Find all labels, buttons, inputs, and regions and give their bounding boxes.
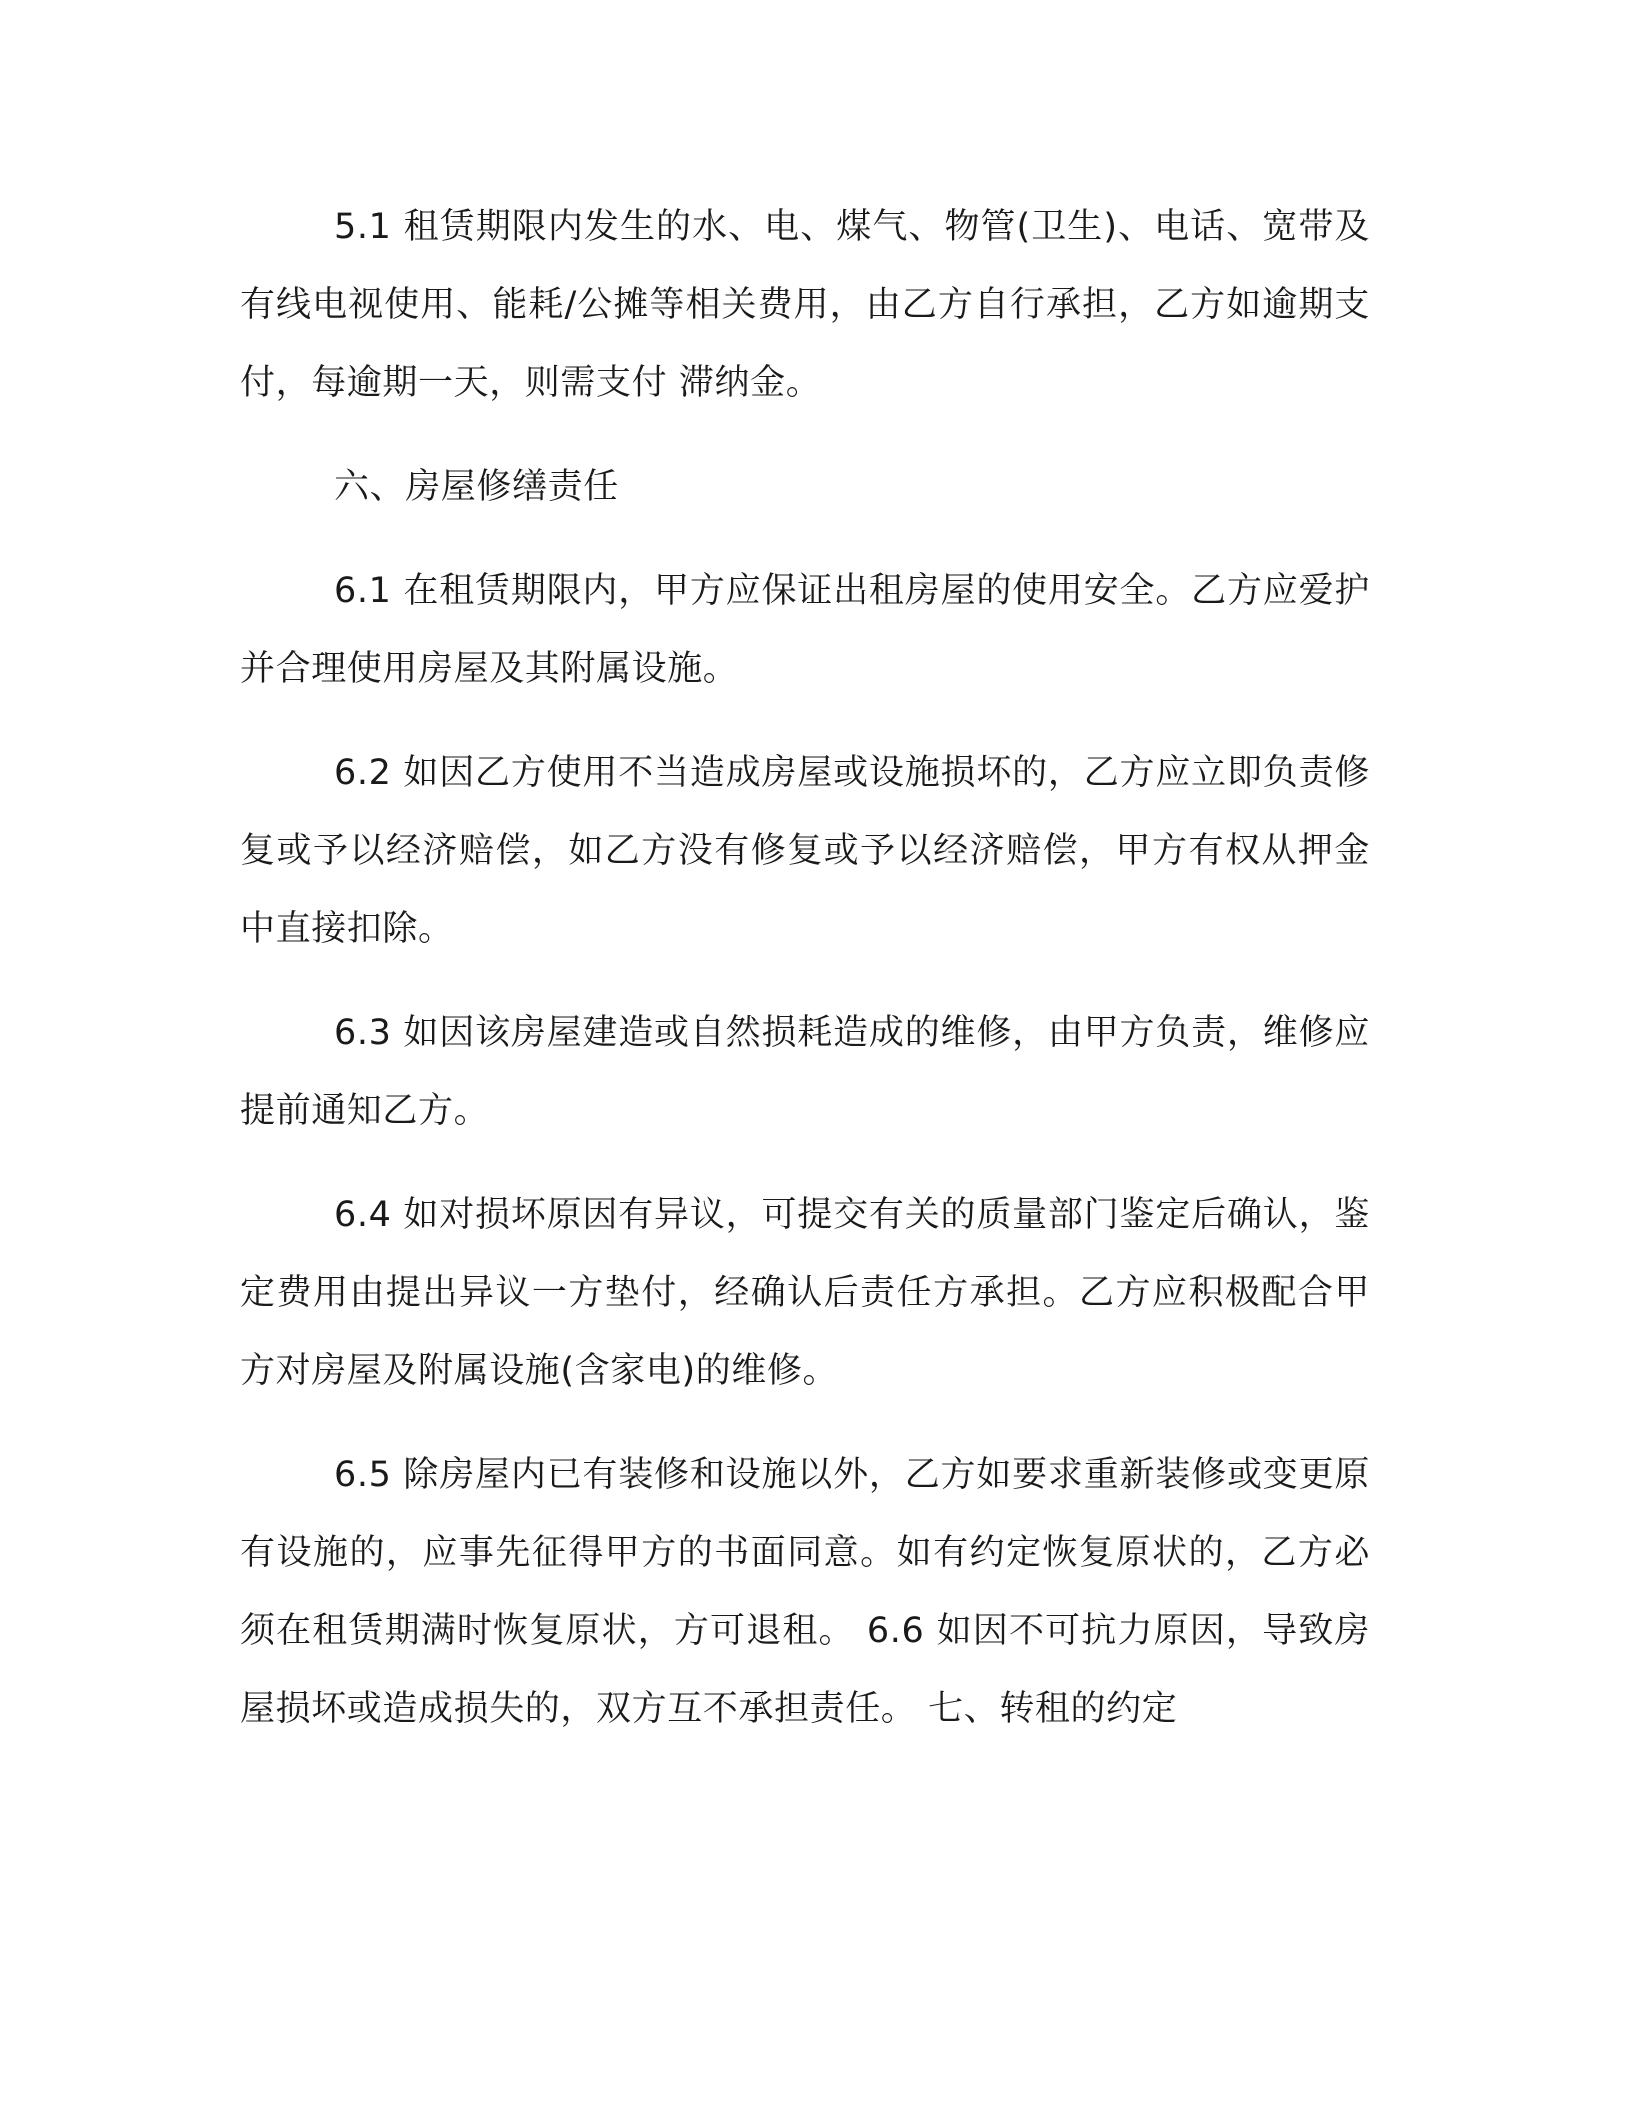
paragraph-6-4: 6.4 如对损坏原因有异议，可提交有关的质量部门鉴定后确认，鉴定费用由提出异议一方垫付，经确认后责任方承担。乙方应积极配合甲方对房屋及附属设施(含家电)的维修。 — [240, 1195, 1370, 1391]
paragraph-6-2: 6.2 如因乙方使用不当造成房屋或设施损坏的，乙方应立即负责修复或予以经济赔偿，如乙方没有修复或予以经济赔偿，甲方有权从押金中直接扣除。 — [240, 753, 1370, 949]
document-body — [240, 188, 1370, 1748]
paragraph-6-3: 6.3 如因该房屋建造或自然损耗造成的维修，由甲方负责，维修应提前通知乙方。 — [240, 1013, 1370, 1131]
paragraph-6-5: 6.5 除房屋内已有装修和设施以外，乙方如要求重新装修或变更原有设施的，应事先征得甲方的书面同意。如有约定恢复原状的，乙方必须在租赁期满时恢复原状，方可退租。 6.6 如因不可抗力原因，导致房屋损坏或造成损失的，双方互不承担责任。 七、转租的约定 — [240, 1455, 1370, 1729]
paragraph-6-1: 6.1 在租赁期限内，甲方应保证出租房屋的使用安全。乙方应爱护并合理使用房屋及其附属设施。 — [240, 571, 1370, 689]
paragraph-5-1: 5.1 租赁期限内发生的水、电、煤气、物管(卫生)、电话、宽带及有线电视使用、能耗/公摊等相关费用，由乙方自行承担，乙方如逾期支付，每逾期一天，则需支付 滞纳金。 — [240, 207, 1370, 403]
section-heading-6: 六、房屋修缮责任 — [334, 467, 619, 507]
